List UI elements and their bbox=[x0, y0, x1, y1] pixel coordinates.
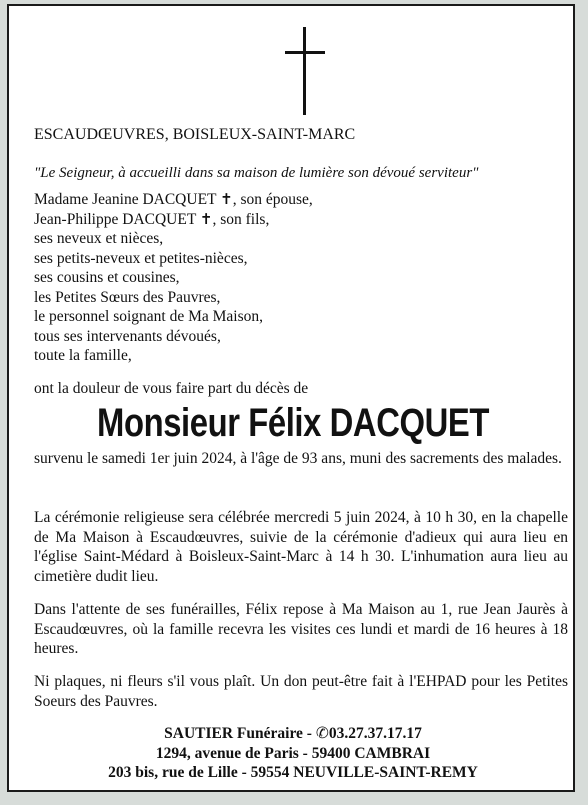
family-member: toute la famille, bbox=[34, 347, 132, 364]
death-paragraph: survenu le samedi 1er juin 2024, à l'âge de 93 ans, muni des sacrements des malades. bbox=[34, 450, 562, 467]
dagger-icon: ✝ bbox=[199, 209, 213, 228]
family-member: ses petits-neveux et petites-nièces, bbox=[34, 249, 248, 267]
address-line: 1294, avenue de Paris - 59400 CAMBRAI bbox=[155, 744, 431, 762]
family-member: ses cousins et cousines, bbox=[34, 269, 180, 286]
funeral-home-footer bbox=[9, 724, 577, 783]
deceased-name: Monsieur Félix DACQUET bbox=[97, 401, 489, 445]
obituary-notice bbox=[7, 4, 575, 792]
family-member: les Petites Sœurs des Pauvres, bbox=[34, 288, 221, 306]
quote: "Le Seigneur, à accueilli dans sa maison de lumière son dévoué serviteur" bbox=[34, 165, 479, 181]
family-member: ses neveux et nièces, bbox=[34, 230, 164, 247]
phone-icon: ✆ bbox=[315, 724, 329, 742]
family-list bbox=[34, 190, 313, 366]
funeral-home-name: SAUTIER Funéraire - bbox=[164, 725, 316, 742]
ceremony-paragraph: La cérémonie religieuse sera célébrée mercredi 5 juin 2024, à 10 h 30, en la chapelle de Ma Maison à Escaudœuvres, suivie de la cérémonie d'adieux qui aura lieu en l'église Saint-Médard à Boisleux-Saint-Marc à 14 h 30. L'inhumation aura lieu au cimetière dudit lieu. bbox=[34, 509, 568, 585]
funeral-home-contact bbox=[9, 724, 577, 744]
address-line: 203 bis, rue de Lille - 59554 NEUVILLE-SAINT-REMY bbox=[108, 764, 478, 781]
family-member: tous ses intervenants dévoués, bbox=[34, 327, 221, 345]
announcement-intro: ont la douleur de vous faire part du décès de bbox=[34, 380, 309, 397]
family-member: Madame Jeanine DACQUET ✝, son épouse, bbox=[34, 190, 313, 208]
dagger-icon: ✝ bbox=[220, 190, 233, 208]
visits-paragraph: Dans l'attente de ses funérailles, Félix repose à Ma Maison au 1, rue Jean Jaurès à Escaudœuvres, où la famille recevra les visites ces lundi et mardi de 16 heures à 18 heures. bbox=[34, 601, 568, 657]
donations-paragraph: Ni plaques, ni fleurs s'il vous plaît. Un don peut-être fait à l'EHPAD pour les Petites Soeurs des Pauvres. bbox=[34, 673, 568, 710]
locations: ESCAUDŒUVRES, BOISLEUX-SAINT-MARC bbox=[34, 126, 356, 143]
cross-icon bbox=[285, 27, 325, 117]
family-member: le personnel soignant de Ma Maison, bbox=[34, 308, 264, 325]
family-member: Jean-Philippe DACQUET ✝, son fils, bbox=[34, 209, 270, 228]
phone-number: 03.27.37.17.17 bbox=[328, 725, 422, 742]
